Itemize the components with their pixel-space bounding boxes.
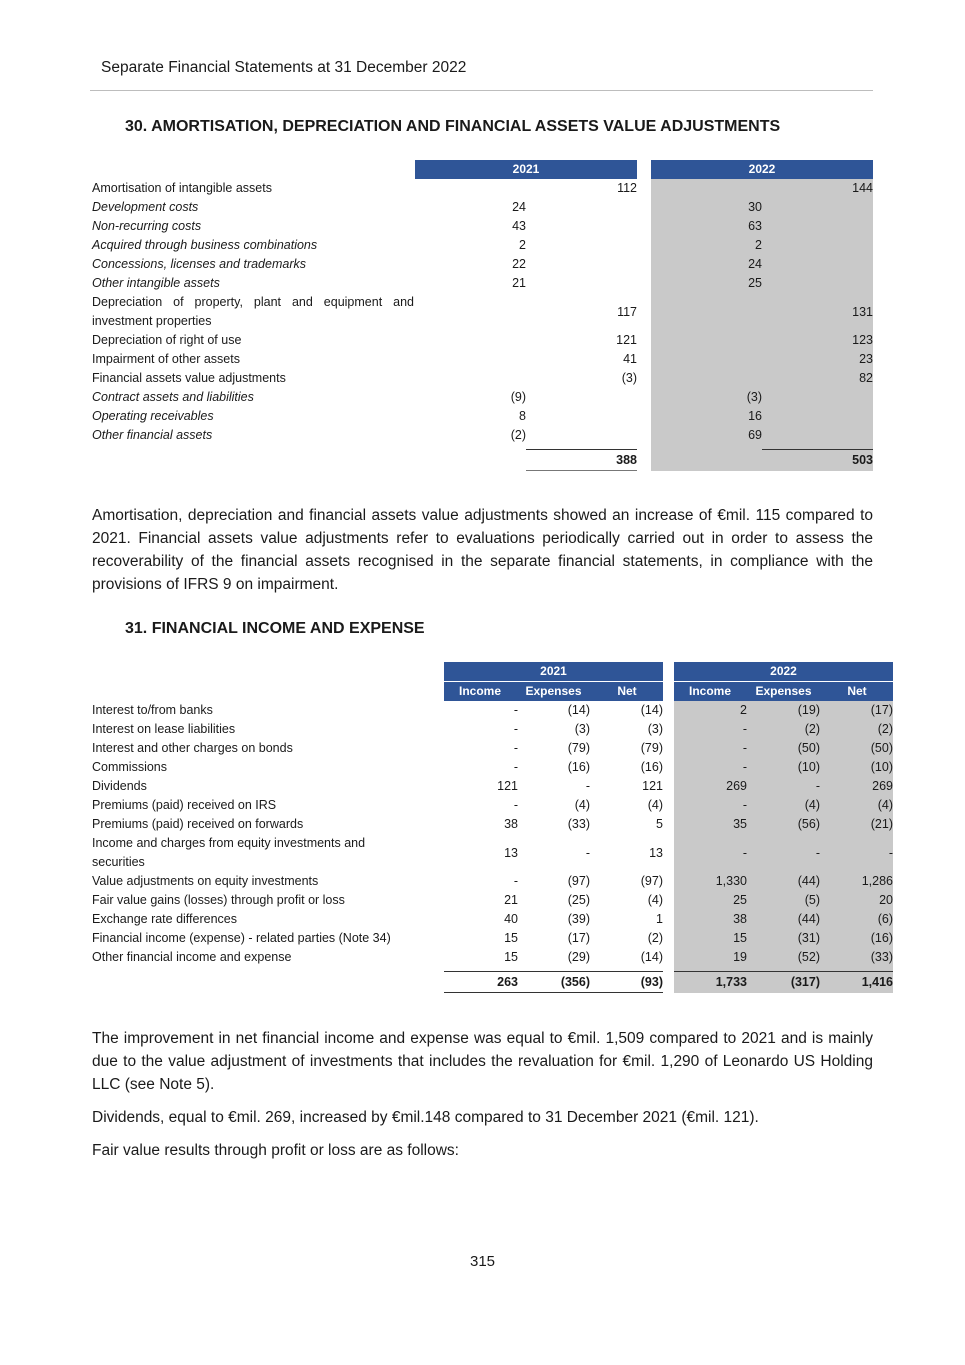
table-row — [92, 274, 873, 293]
value-income-2021: - — [513, 703, 518, 717]
subheader-expenses-2022: Expenses — [746, 682, 821, 701]
value-detail-2022: 63 — [748, 219, 762, 233]
value-detail-2022: 16 — [748, 409, 762, 423]
row-label-line: Depreciation of property, plant and equipment and — [92, 295, 414, 309]
value-detail-2022: 30 — [748, 200, 762, 214]
row-label: Acquired through business combinations — [92, 238, 318, 252]
subheader-income-2021: Income — [444, 682, 516, 701]
table-row — [92, 739, 893, 758]
value-expenses-2021: (39) — [567, 912, 590, 926]
row-label: Premiums (paid) received on IRS — [92, 798, 277, 812]
value-net-2022: (50) — [870, 741, 893, 755]
value-expenses-2022: (56) — [797, 817, 820, 831]
value-net-2021: (14) — [640, 950, 663, 964]
value-income-2022: 35 — [733, 817, 747, 831]
year-header-2022: 2022 — [674, 662, 893, 681]
table-row — [92, 891, 893, 910]
value-detail-2022: 24 — [748, 257, 762, 271]
table-row — [92, 701, 893, 720]
table-row — [92, 758, 893, 777]
value-detail-2021: 21 — [512, 276, 526, 290]
table-row — [92, 179, 873, 198]
value-detail-2022: 2 — [755, 238, 762, 252]
value-expenses-2022: - — [815, 846, 820, 860]
row-label: Depreciation of right of use — [92, 333, 242, 347]
value-net-2022: (6) — [877, 912, 893, 926]
value-detail-2022: 25 — [748, 276, 762, 290]
value-total-2022: 23 — [859, 352, 873, 366]
value-expenses-2021: - — [585, 846, 590, 860]
value-net-2022: - — [888, 846, 893, 860]
table-row — [92, 872, 893, 891]
value-net-2022: 1,286 — [861, 874, 893, 888]
value-expenses-2022: (52) — [797, 950, 820, 964]
value-detail-2021: 2 — [519, 238, 526, 252]
value-net-2021: (16) — [640, 760, 663, 774]
value-expenses-2021: (79) — [567, 741, 590, 755]
total-underline-2021 — [526, 470, 637, 471]
value-expenses-2022: (50) — [797, 741, 820, 755]
value-income-2022: 269 — [726, 779, 747, 793]
value-net-2021: (3) — [647, 722, 663, 736]
value-total-2021: 112 — [617, 181, 637, 195]
value-expenses-2022: - — [815, 779, 820, 793]
value-net-2021: (14) — [640, 703, 663, 717]
value-detail-2022: (3) — [746, 390, 762, 404]
header-divider — [90, 90, 873, 91]
table-row — [92, 217, 873, 236]
value-total-2021: 117 — [617, 305, 637, 319]
value-expenses-2021: (16) — [567, 760, 590, 774]
value-expenses-2022: (2) — [804, 722, 820, 736]
table-row — [92, 815, 893, 834]
value-income-2021: 38 — [504, 817, 518, 831]
value-income-2022: 2 — [740, 703, 747, 717]
value-income-2021: 121 — [497, 779, 518, 793]
section-30-title: 30. AMORTISATION, DEPRECIATION AND FINANCIAL ASSETS VALUE ADJUSTMENTS — [125, 118, 781, 135]
col-header-2021: 2021 — [415, 160, 637, 179]
value-expenses-2022: (44) — [797, 874, 820, 888]
value-income-2021: - — [513, 722, 518, 736]
total-rule-2021 — [526, 449, 637, 450]
row-label: Other financial assets — [92, 428, 213, 442]
total-rule-2021 — [444, 971, 663, 972]
value-net-2022: (17) — [870, 703, 893, 717]
value-income-2021: - — [513, 874, 518, 888]
value-income-2022: - — [742, 760, 747, 774]
row-label: Commissions — [92, 760, 168, 774]
value-expenses-2022: (4) — [804, 798, 820, 812]
table-row — [92, 910, 893, 929]
total-row — [92, 451, 873, 470]
row-label — [92, 293, 414, 331]
total-net-2022: 1,416 — [861, 975, 893, 989]
row-label: Financial assets value adjustments — [92, 371, 286, 385]
row-label-line: securities — [92, 855, 145, 869]
value-income-2022: 25 — [733, 893, 747, 907]
row-label-line: investment properties — [92, 314, 212, 328]
value-income-2021: 40 — [504, 912, 518, 926]
value-net-2022: 269 — [872, 779, 893, 793]
value-expenses-2022: (5) — [804, 893, 820, 907]
table-row — [92, 929, 893, 948]
row-label: Development costs — [92, 200, 199, 214]
value-net-2021: (97) — [640, 874, 663, 888]
value-expenses-2021: (97) — [567, 874, 590, 888]
value-income-2022: - — [742, 741, 747, 755]
table-row — [92, 407, 873, 426]
value-net-2021: (79) — [640, 741, 663, 755]
value-expenses-2022: (44) — [797, 912, 820, 926]
value-income-2022: 38 — [733, 912, 747, 926]
value-total-2021: 121 — [616, 333, 637, 347]
row-label: Financial income (expense) - related parties (Note 34) — [92, 931, 391, 945]
total-expenses-2021: (356) — [560, 975, 590, 989]
value-total-2022: 144 — [852, 181, 873, 195]
total-rule-2022 — [762, 449, 873, 450]
value-expenses-2021: (25) — [567, 893, 590, 907]
value-net-2021: (4) — [647, 798, 663, 812]
value-expenses-2021: (33) — [567, 817, 590, 831]
row-label: Interest and other charges on bonds — [92, 741, 293, 755]
row-label: Dividends — [92, 779, 147, 793]
total-rule-2022 — [674, 971, 893, 972]
value-expenses-2021: - — [585, 779, 590, 793]
value-detail-2021: 22 — [512, 257, 526, 271]
total-2021: 388 — [616, 453, 637, 467]
col-header-2022: 2022 — [651, 160, 873, 179]
section-31-title: 31. FINANCIAL INCOME AND EXPENSE — [125, 620, 425, 637]
table-row — [92, 948, 893, 967]
table-row — [92, 777, 893, 796]
value-expenses-2021: (17) — [567, 931, 590, 945]
table-row — [92, 236, 873, 255]
year-header-2021: 2021 — [444, 662, 663, 681]
value-net-2022: (16) — [870, 931, 893, 945]
row-label: Premiums (paid) received on forwards — [92, 817, 304, 831]
page-number: 315 — [469, 1253, 496, 1270]
value-detail-2021: 43 — [512, 219, 526, 233]
total-expenses-2022: (317) — [790, 975, 820, 989]
row-label: Contract assets and liabilities — [92, 390, 254, 404]
value-expenses-2021: (29) — [567, 950, 590, 964]
value-net-2021: (4) — [647, 893, 663, 907]
value-net-2022: (4) — [877, 798, 893, 812]
section-31-paragraph-3: Fair value results through profit or loss are as follows: — [92, 1142, 459, 1159]
total-2022: 503 — [852, 453, 873, 467]
subheader-net-2022: Net — [821, 682, 893, 701]
row-label: Impairment of other assets — [92, 352, 240, 366]
value-expenses-2021: (14) — [567, 703, 590, 717]
value-detail-2021: (9) — [510, 390, 526, 404]
total-income-2021: 263 — [497, 975, 518, 989]
row-label: Concessions, licenses and trademarks — [92, 257, 306, 271]
value-income-2021: 21 — [504, 893, 518, 907]
value-income-2022: 19 — [733, 950, 747, 964]
value-income-2022: 1,330 — [715, 874, 747, 888]
value-income-2022: 15 — [733, 931, 747, 945]
row-label: Amortisation of intangible assets — [92, 181, 272, 195]
page-header: Separate Financial Statements at 31 December 2022 — [101, 59, 467, 76]
value-income-2021: 15 — [504, 950, 518, 964]
value-income-2022: - — [742, 846, 747, 860]
value-total-2022: 131 — [852, 305, 873, 319]
total-underline-2021 — [444, 992, 663, 993]
value-total-2021: 41 — [623, 352, 637, 366]
table-row — [92, 293, 873, 331]
value-net-2022: 20 — [879, 893, 893, 907]
table-row — [92, 369, 873, 388]
value-detail-2021: 24 — [512, 200, 526, 214]
value-net-2022: (2) — [877, 722, 893, 736]
value-net-2022: (21) — [870, 817, 893, 831]
total-net-2021: (93) — [640, 975, 663, 989]
section-31-paragraph-2: Dividends, equal to €mil. 269, increased by €mil.148 compared to 31 December 2021 (€mil. 121). — [92, 1109, 759, 1126]
value-net-2021: (2) — [647, 931, 663, 945]
value-net-2021: 5 — [656, 817, 663, 831]
value-net-2021: 1 — [656, 912, 663, 926]
value-net-2021: 121 — [642, 779, 663, 793]
table-row — [92, 834, 893, 872]
subheader-expenses-2021: Expenses — [516, 682, 591, 701]
value-expenses-2021: (3) — [574, 722, 590, 736]
row-label: Interest on lease liabilities — [92, 722, 236, 736]
value-detail-2021: 8 — [519, 409, 526, 423]
row-label: Interest to/from banks — [92, 703, 213, 717]
section-31-paragraph-1: The improvement in net financial income and expense was equal to €mil. 1,509 compared to 2021 and is mainly due to the value adjustment of investments that includes the revaluation for €mil. 1,290 of Leonardo US Holding LLC (see Note 5). — [92, 1030, 873, 1093]
value-income-2022: - — [742, 798, 747, 812]
value-expenses-2022: (10) — [797, 760, 820, 774]
row-label: Non-recurring costs — [92, 219, 202, 233]
totals-row — [92, 973, 893, 992]
value-detail-2022: 69 — [748, 428, 762, 442]
value-income-2021: 15 — [504, 931, 518, 945]
value-net-2022: (10) — [870, 760, 893, 774]
row-label: Other intangible assets — [92, 276, 220, 290]
value-detail-2021: (2) — [510, 428, 526, 442]
value-net-2021: 13 — [649, 846, 663, 860]
table-row — [92, 720, 893, 739]
value-total-2022: 82 — [859, 371, 873, 385]
row-label — [92, 834, 412, 872]
row-label: Exchange rate differences — [92, 912, 238, 926]
table-row — [92, 426, 873, 445]
subheader-income-2022: Income — [674, 682, 746, 701]
table-row — [92, 388, 873, 407]
value-total-2022: 123 — [852, 333, 873, 347]
table-row — [92, 350, 873, 369]
value-income-2021: 13 — [504, 846, 518, 860]
row-label: Value adjustments on equity investments — [92, 874, 319, 888]
value-income-2021: - — [513, 741, 518, 755]
value-income-2021: - — [513, 798, 518, 812]
row-label-line: Income and charges from equity investments and — [92, 836, 366, 850]
value-total-2021: (3) — [621, 371, 637, 385]
value-expenses-2022: (31) — [797, 931, 820, 945]
table-row — [92, 796, 893, 815]
value-net-2022: (33) — [870, 950, 893, 964]
value-income-2021: - — [513, 760, 518, 774]
table-row — [92, 255, 873, 274]
value-expenses-2021: (4) — [574, 798, 590, 812]
table-row — [92, 331, 873, 350]
row-label: Other financial income and expense — [92, 950, 292, 964]
value-income-2022: - — [742, 722, 747, 736]
value-expenses-2022: (19) — [797, 703, 820, 717]
total-income-2022: 1,733 — [715, 975, 747, 989]
subheader-net-2021: Net — [591, 682, 663, 701]
section-30-paragraph: Amortisation, depreciation and financial assets value adjustments showed an increase of €mil. 115 compared to 2021. Financial assets value adjustments refer to evaluations periodically carried out in order to assess the recoverability of the financial assets recognised in the separate financial statements, in compliance with the provisions of IFRS 9 on impairment. — [92, 507, 873, 593]
row-label: Operating receivables — [92, 409, 214, 423]
table-row — [92, 198, 873, 217]
row-label: Fair value gains (losses) through profit or loss — [92, 893, 345, 907]
